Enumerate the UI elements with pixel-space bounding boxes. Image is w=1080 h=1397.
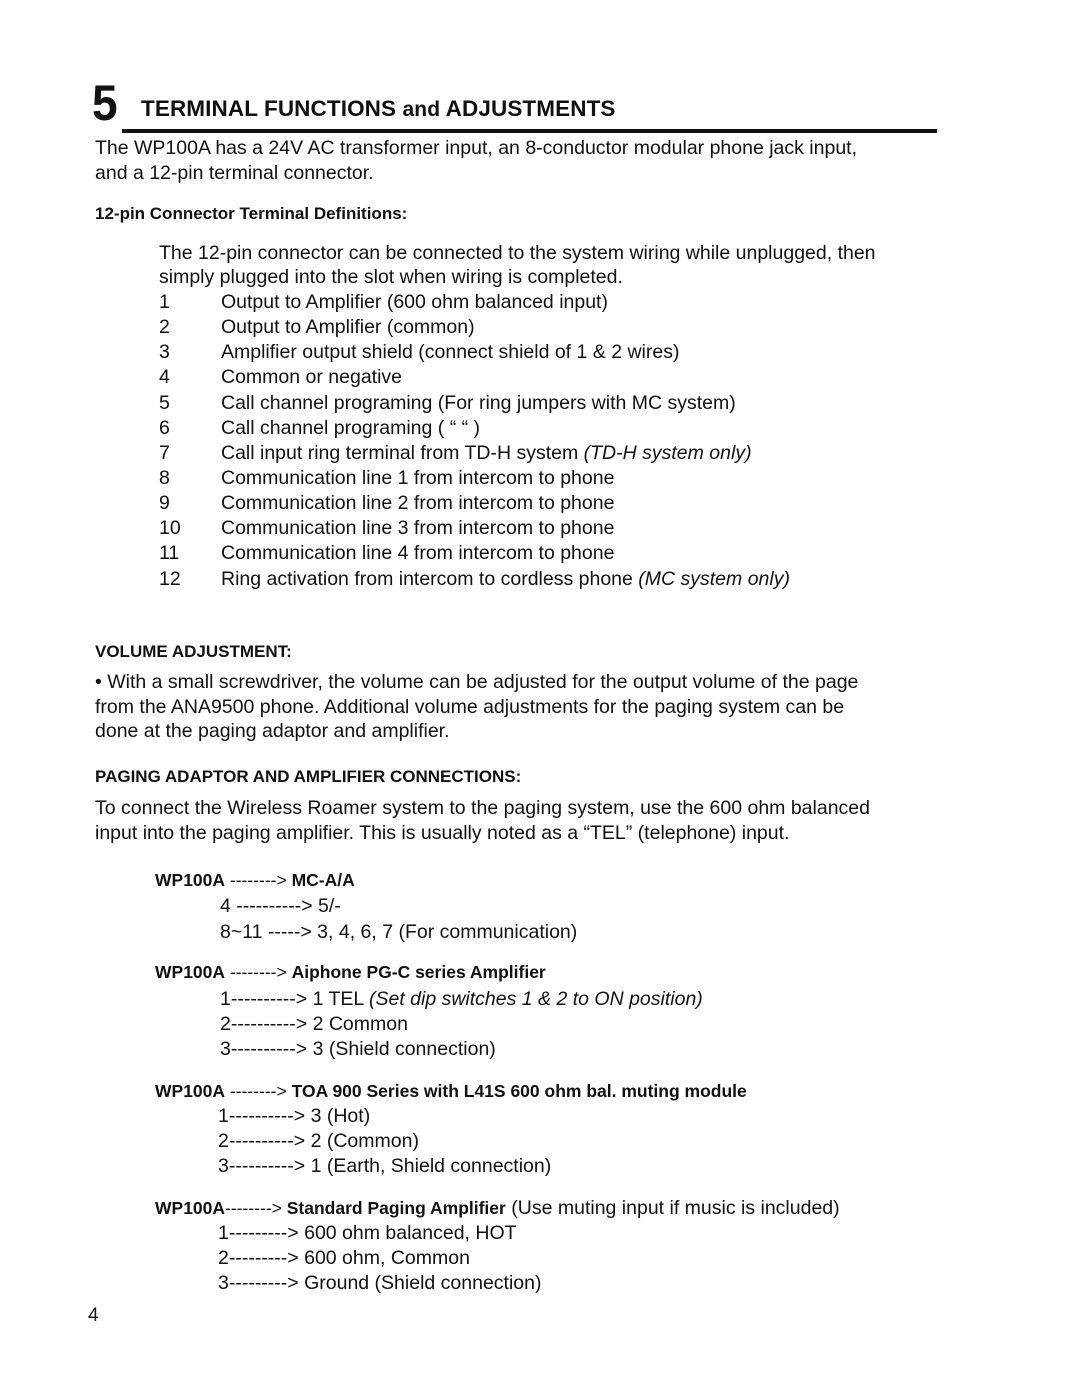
connector-desc-line-2: simply plugged into the slot when wiring is completed. (159, 266, 623, 288)
pin-number: 8 (159, 467, 170, 489)
pin-list (159, 290, 939, 600)
connection-row: 8~11 -----> 3, 4, 6, 7 (For communication) (220, 921, 578, 943)
connection-arrow: --------> (225, 1081, 292, 1101)
pin-number: 1 (159, 291, 170, 313)
connection-row: 3----------> 3 (Shield connection) (220, 1038, 496, 1060)
connection-row: 3----------> 1 (Earth, Shield connection) (218, 1155, 552, 1177)
connection-row-note: (Set dip switches 1 & 2 to ON position) (368, 988, 703, 1010)
connection-row: 1---------> 600 ohm balanced, HOT (218, 1222, 517, 1244)
connection-row: 1----------> 3 (Hot) (218, 1105, 371, 1127)
pin-description: Call channel programing ( “ “ ) (221, 417, 481, 439)
connection-header (155, 1197, 840, 1220)
connection-row: 2----------> 2 Common (220, 1013, 408, 1035)
volume-heading: VOLUME ADJUSTMENT: (95, 642, 292, 661)
pin-number: 5 (159, 392, 170, 414)
paging-heading: PAGING ADAPTOR AND AMPLIFIER CONNECTIONS: (95, 767, 522, 786)
connection-row: 4 ----------> 5/- (220, 895, 341, 917)
connection-arrow: --------> (225, 962, 292, 982)
pin-description: Common or negative (221, 366, 403, 388)
pin-number: 3 (159, 341, 170, 363)
page-title (141, 96, 616, 122)
connector-heading: 12-pin Connector Terminal Definitions: (95, 204, 408, 223)
connector-desc-line-1: The 12-pin connector can be connected to the system wiring while unplugged, then (159, 242, 876, 264)
connection-target: MC-A/A (291, 870, 355, 890)
pin-description (221, 441, 752, 466)
connection-arrow: --------> (225, 870, 292, 890)
connection-source: WP100A (155, 962, 226, 982)
pin-description: Communication line 1 from intercom to phone (221, 467, 615, 489)
connection-row-text: 1----------> 1 TEL (220, 988, 369, 1010)
pin-description: Output to Amplifier (600 ohm balanced input) (221, 291, 608, 313)
connection-row: 2---------> 600 ohm, Common (218, 1247, 470, 1269)
connection-header (155, 1081, 747, 1102)
volume-line-2: from the ANA9500 phone. Additional volume adjustments for the paging system can be (95, 696, 845, 718)
intro-line-2: and a 12-pin terminal connector. (95, 162, 374, 184)
pin-number: 10 (159, 517, 181, 539)
title-and: and (402, 98, 441, 121)
volume-line-3: done at the paging adaptor and amplifier. (95, 720, 450, 742)
pin-number: 2 (159, 316, 170, 338)
pin-description: Output to Amplifier (common) (221, 316, 475, 338)
title-part2: ADJUSTMENTS (445, 96, 616, 121)
pin-number: 7 (159, 442, 170, 464)
connection-target: Aiphone PG-C series Amplifier (291, 962, 546, 982)
intro-line-1: The WP100A has a 24V AC transformer input, an 8-conductor modular phone jack input, (95, 137, 858, 159)
pin-note: (TD-H system only) (583, 442, 752, 464)
title-part1: TERMINAL FUNCTIONS (141, 96, 397, 121)
connection-row: 2----------> 2 (Common) (218, 1130, 419, 1152)
connection-header (155, 962, 546, 983)
paging-line-1: To connect the Wireless Roamer system to the paging system, use the 600 ohm balanced (95, 797, 870, 819)
connection-row (220, 987, 703, 1012)
connection-source: WP100A (155, 1081, 226, 1101)
section-number: 5 (92, 75, 118, 131)
title-underline (122, 129, 937, 133)
connection-source: WP100A (155, 1198, 226, 1218)
pin-description: Communication line 3 from intercom to phone (221, 517, 615, 539)
connection-row: 3---------> Ground (Shield connection) (218, 1272, 542, 1294)
pin-note: (MC system only) (638, 568, 790, 590)
pin-description-text: Ring activation from intercom to cordless phone (221, 568, 639, 590)
connection-source: WP100A (155, 870, 226, 890)
connection-header (155, 870, 355, 891)
connection-arrow: --------> (225, 1198, 287, 1218)
connection-target: Standard Paging Amplifier (286, 1198, 506, 1218)
pin-description: Amplifier output shield (connect shield of 1 & 2 wires) (221, 341, 680, 363)
pin-number: 4 (159, 366, 170, 388)
pin-description: Communication line 2 from intercom to phone (221, 492, 615, 514)
pin-description: Call channel programing (For ring jumpers with MC system) (221, 392, 736, 414)
pin-description (221, 567, 790, 592)
connection-target: TOA 900 Series with L41S 600 ohm bal. muting module (291, 1081, 747, 1101)
page-number: 4 (88, 1305, 99, 1326)
pin-description: Communication line 4 from intercom to phone (221, 542, 615, 564)
pin-number: 6 (159, 417, 170, 439)
paging-line-2: input into the paging amplifier. This is usually noted as a “TEL” (telephone) input. (95, 822, 790, 844)
pin-description-text: Call input ring terminal from TD-H system (221, 442, 584, 464)
pin-number: 12 (159, 568, 181, 590)
connection-target-note: (Use muting input if music is included) (505, 1197, 840, 1219)
pin-number: 9 (159, 492, 170, 514)
volume-line-1: • With a small screwdriver, the volume can be adjusted for the output volume of the page (95, 671, 859, 693)
pin-number: 11 (159, 542, 180, 564)
